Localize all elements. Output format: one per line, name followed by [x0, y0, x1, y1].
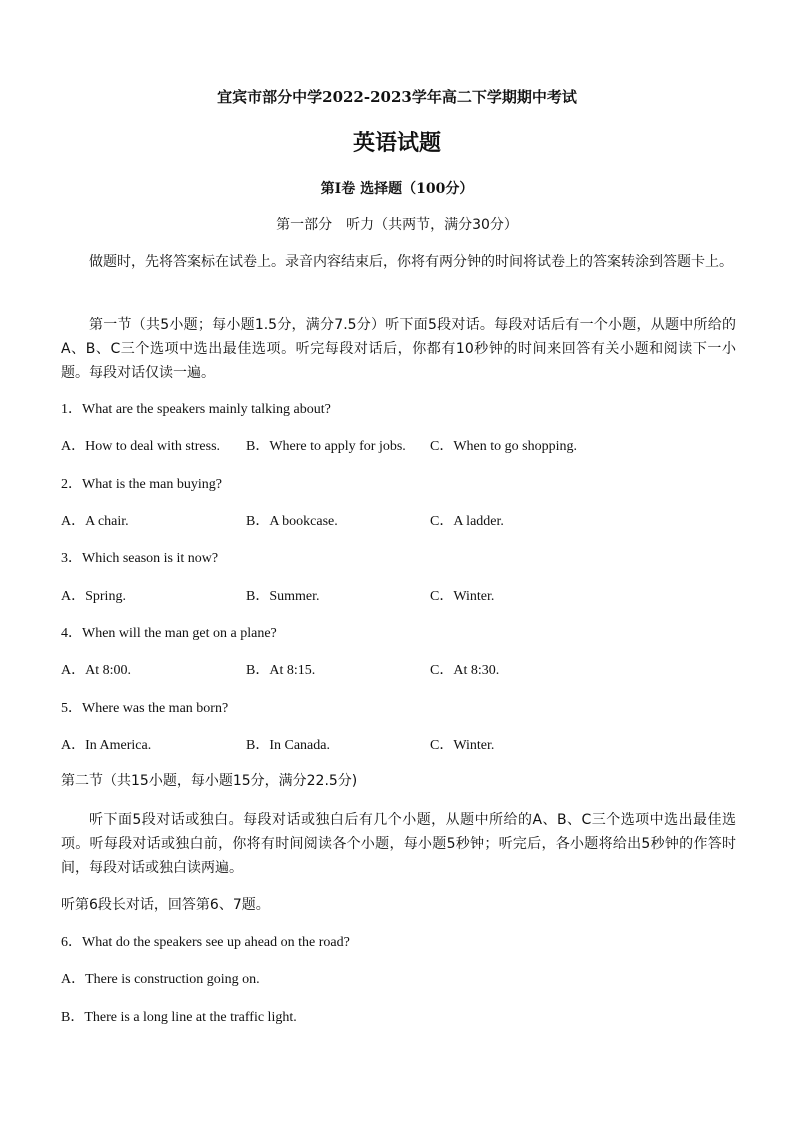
option-b[interactable]: B．Summer. — [246, 589, 320, 604]
part-title: 第一部分 听力（共两节，满分30分） — [276, 217, 518, 233]
option-b[interactable]: B．In Canada. — [246, 738, 330, 753]
option-b[interactable]: B．A bookcase. — [246, 514, 338, 529]
option-c[interactable]: C．When to go shopping. — [430, 439, 577, 454]
option-c[interactable]: C．At 8:30. — [430, 663, 500, 678]
option-a[interactable]: A．How to deal with stress. — [61, 439, 221, 454]
volume-title: 第I卷 选择题（100分） — [320, 181, 474, 197]
school-title: 宜宾市部分中学2022-2023学年高二下学期期中考试 — [217, 88, 577, 106]
option-a[interactable]: A．Spring. — [61, 589, 126, 604]
question-5-options — [61, 737, 741, 755]
section1-instruction: 第一节（共5小题；每小题1.5分，满分7.5分）听下面5段对话。每段对话后有一个小题，从题中所给的A、B、C三个选项中选出最佳选项。听完每段对话后，你都有10秒钟的时间来回答有关小题和阅读下一小题。每段对话仅读一遍。 — [61, 317, 736, 381]
subject-title: 英语试题 — [352, 130, 441, 156]
question-3-options — [61, 588, 741, 606]
question-4-stem: 4．When will the man get on a plane? — [61, 626, 277, 641]
question-1-options — [61, 438, 741, 456]
option-a[interactable]: A．At 8:00. — [61, 663, 131, 678]
question-6-option-b[interactable]: B．There is a long line at the traffic light. — [61, 1010, 297, 1025]
question-1-stem: 1．What are the speakers mainly talking about? — [61, 402, 331, 417]
option-c[interactable]: C．A ladder. — [430, 514, 504, 529]
intro-instruction: 做题时，先将答案标在试卷上。录音内容结束后，你将有两分钟的时间将试卷上的答案转涂到答题卡上。 — [89, 254, 733, 270]
option-b[interactable]: B．At 8:15. — [246, 663, 316, 678]
question-6-stem: 6．What do the speakers see up ahead on the road? — [61, 935, 350, 950]
question-2-stem: 2．What is the man buying? — [61, 477, 222, 492]
option-a[interactable]: A．A chair. — [61, 514, 129, 529]
option-a[interactable]: A．In America. — [61, 738, 152, 753]
option-c[interactable]: C．Winter. — [430, 738, 495, 753]
dialogue-6-instruction: 听第6段长对话，回答第6、7题。 — [61, 897, 270, 913]
question-6-option-a[interactable]: A．There is construction going on. — [61, 972, 260, 987]
option-c[interactable]: C．Winter. — [430, 589, 495, 604]
question-5-stem: 5．Where was the man born? — [61, 701, 229, 716]
section2-instruction: 听下面5段对话或独白。每段对话或独白后有几个小题，从题中所给的A、B、C三个选项中选出最佳选项。听每段对话或独白前，你将有时间阅读各个小题，每小题5秒钟；听完后，各小题将给出5秒钟的作答时间，每段对话或独白读两遍。 — [61, 812, 736, 876]
option-b[interactable]: B．Where to apply for jobs. — [246, 439, 406, 454]
question-2-options — [61, 513, 741, 531]
question-4-options — [61, 662, 741, 680]
section2-title: 第二节（共15小题，每小题15分，满分22.5分) — [61, 773, 358, 789]
question-3-stem: 3．Which season is it now? — [61, 551, 219, 566]
